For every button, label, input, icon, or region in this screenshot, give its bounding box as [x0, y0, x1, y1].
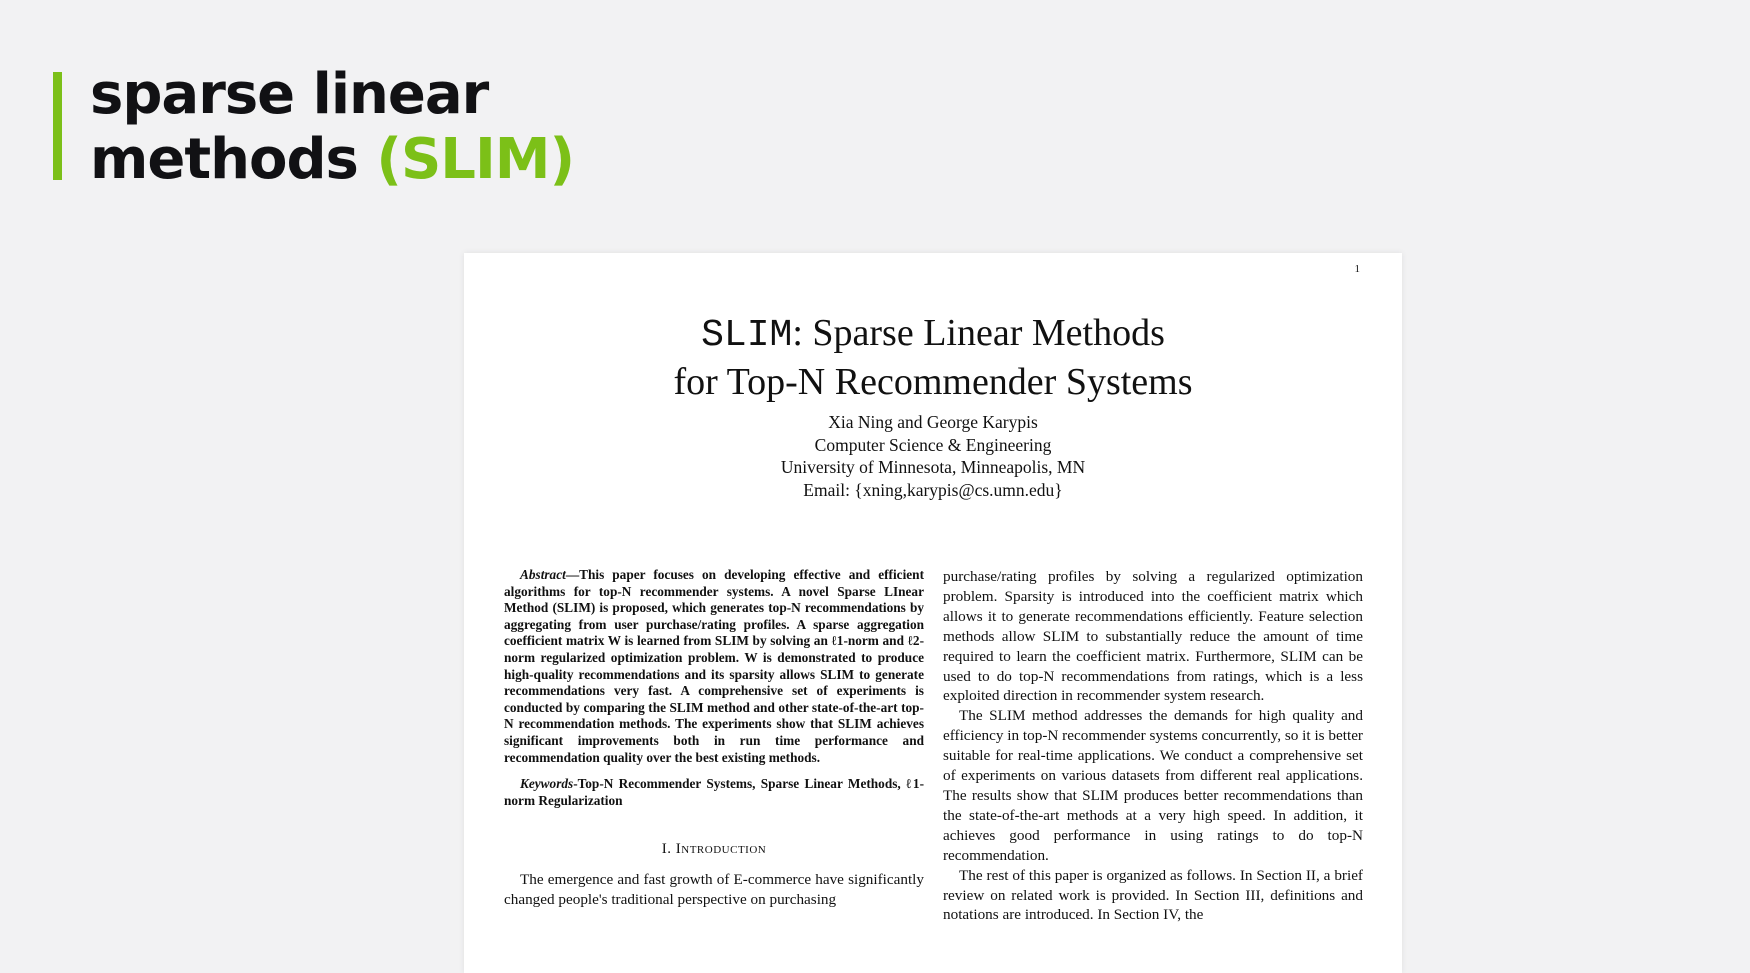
keywords-label: Keywords	[520, 776, 574, 792]
slide-title-word: methods	[90, 127, 358, 192]
right-paragraph-1: purchase/rating profiles by solving a regularized optimization problem. Sparsity is introduced into the coefficient matrix which allows it to generate recommendations efficiently. Feature selection methods allow SLIM to substantially reduce the amount of time required to learn the coefficient matrix. Furthermore, SLIM can be used to do top-N recommendations from ratings, which is a less exploited direction in recommender system research.	[943, 568, 1363, 705]
department: Computer Science & Engineering	[814, 434, 1052, 455]
right-column	[943, 567, 1363, 925]
page-number: 1	[1354, 263, 1360, 275]
author-block	[464, 411, 1402, 501]
abstract-label: Abstract	[520, 567, 566, 582]
keywords	[504, 776, 924, 809]
abstract	[504, 567, 924, 766]
slide-title-line2	[90, 127, 574, 192]
section-heading: I. Introduction	[661, 841, 767, 858]
left-column	[504, 567, 924, 910]
paper-title-mono: SLIM	[701, 314, 793, 357]
title-accent-bar	[53, 72, 62, 180]
paper-title-line2: for Top-N Recommender Systems	[673, 361, 1193, 403]
email: Email: {xning,karypis@cs.umn.edu}	[803, 479, 1063, 500]
affiliation: University of Minnesota, Minneapolis, MN	[780, 457, 1086, 477]
abstract-text: —This paper focuses on developing effective and efficient algorithms for top-N recommender systems. A novel Sparse LInear Method (SLIM) is proposed, which generates top-N recommendations by aggregating from user purchase/rating profiles. A sparse aggregation coefficient matrix W is learned from SLIM by solving an ℓ1-norm and ℓ2-norm regularized optimization problem. W is demonstrated to produce high-quality recommendations and its sparsity allows SLIM to generate recommendations very fast. A comprehensive set of experiments is conducted by comparing the SLIM method and other state-of-the-art top-N recommendation methods. The experiments show that SLIM achieves significant improvements both in run time performance and recommendation quality over the best existing methods.	[504, 567, 924, 765]
slide-title	[90, 62, 574, 192]
paper-title	[464, 310, 1402, 406]
paper-page	[464, 253, 1402, 973]
slide-title-accent: (SLIM)	[376, 127, 575, 192]
keywords-text: -Top-N Recommender Systems, Sparse Linear Methods, ℓ1-norm Regularization	[504, 776, 924, 808]
slide-title-line1: sparse linear	[90, 62, 489, 127]
paper-title-rest: : Sparse Linear Methods	[792, 312, 1165, 354]
right-paragraph-3: The rest of this paper is organized as follows. In Section II, a brief review on related work is provided. In Section III, definitions and notations are introduced. In Section IV, the	[943, 866, 1363, 924]
right-paragraph-2: The SLIM method addresses the demands for high quality and efficiency in top-N recommender systems concurrently, so it is better suitable for real-time applications. We conduct a comprehensive set of experiments on various datasets from different real applications. The results show that SLIM produces better recommendations than the state-of-the-art methods at a very high speed. In addition, it achieves good performance in using ratings to do top-N recommendation.	[943, 707, 1363, 864]
authors: Xia Ning and George Karypis	[828, 412, 1038, 432]
paper-title-line1	[464, 310, 1402, 359]
intro-paragraph: The emergence and fast growth of E-commerce have significantly changed people's traditional perspective on purchasing	[504, 870, 924, 908]
